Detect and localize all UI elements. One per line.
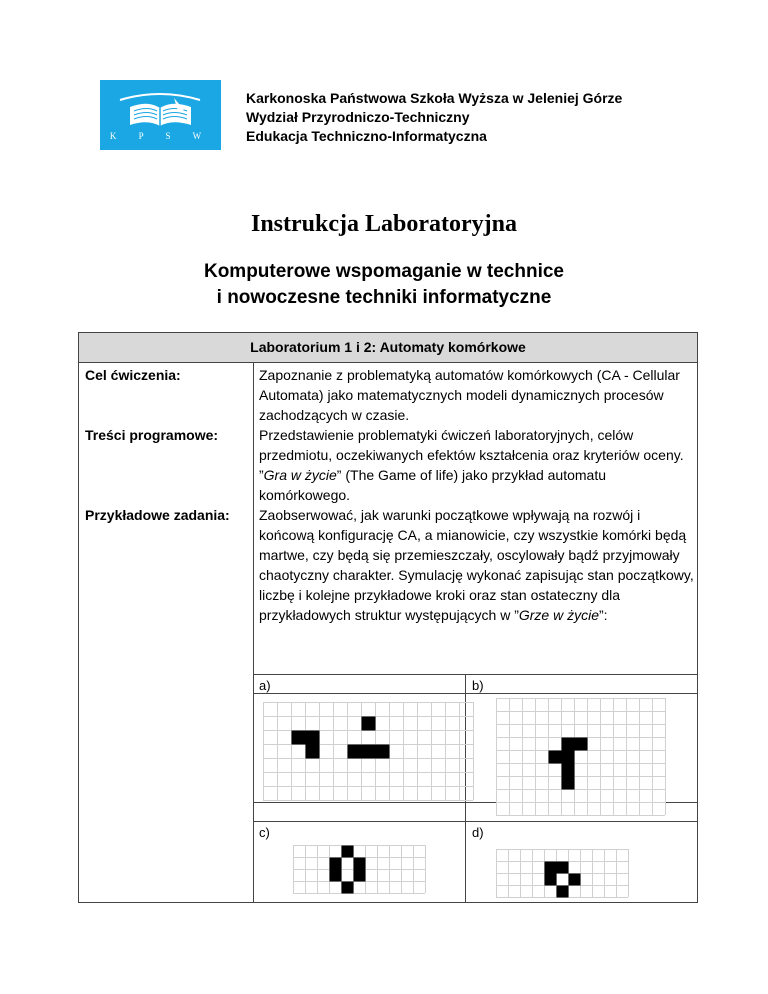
row-content-program: [259, 425, 695, 505]
figure-label: b): [472, 678, 484, 693]
alive-cell: [354, 858, 366, 870]
text-part: ” (The Game of life) jako przykład automatu komórkowego.: [259, 467, 607, 503]
ca-grid-c: [293, 845, 426, 894]
alive-cell: [306, 731, 320, 745]
figure-label: a): [259, 678, 271, 693]
alive-cell: [549, 751, 562, 764]
institution-name: Karkonoska Państwowa Szkoła Wyższa w Jeleniej Górze: [246, 90, 623, 106]
italic-text: Grze w życie: [518, 607, 599, 623]
subject-line: Komputerowe wspomaganie w technice: [203, 261, 565, 282]
alive-cell: [354, 870, 366, 882]
ca-grid-b: [496, 698, 666, 816]
ca-grid-d: [496, 849, 629, 898]
faculty-name: Wydział Przyrodniczo-Techniczny: [246, 109, 470, 125]
institution-block: [246, 89, 622, 146]
row-label-tasks: Przykładowe zadania:: [85, 507, 230, 523]
alive-cell: [545, 874, 557, 886]
lab-info-table: [78, 332, 698, 903]
figure-label: c): [259, 825, 270, 840]
alive-cell: [362, 745, 376, 759]
logo-caption: K P S W: [109, 131, 212, 141]
kpsw-logo: [100, 80, 221, 150]
row-label-goal: Cel ćwiczenia:: [85, 367, 181, 383]
table-header: Laboratorium 1 i 2: Automaty komórkowe: [79, 333, 697, 363]
figure-label: d): [472, 825, 484, 840]
alive-cell: [330, 858, 342, 870]
alive-cell: [569, 874, 581, 886]
alive-cell: [575, 738, 588, 751]
text-part: ”:: [599, 607, 608, 623]
row-content-tasks: [259, 505, 695, 625]
subject-title: [0, 259, 768, 311]
row-content-goal: Zapoznanie z problematyką automatów komórkowych (CA - Cellular Automata) jako matematycznych modeli dynamicznych procesów zachodzących w czasie.: [259, 367, 680, 423]
figure-c: [253, 821, 465, 902]
alive-cell: [362, 717, 376, 731]
document-header: [100, 80, 700, 160]
alive-cell: [557, 862, 569, 874]
alive-cell: [306, 745, 320, 759]
row-label-program: Treści programowe:: [85, 427, 219, 443]
alive-cell: [562, 738, 575, 751]
alive-cell: [342, 882, 354, 894]
figure-d: [466, 821, 697, 902]
alive-cell: [376, 745, 390, 759]
alive-cell: [348, 745, 362, 759]
document-title: Instrukcja Laboratoryjna: [250, 211, 517, 237]
alive-cell: [562, 777, 575, 790]
program-name: Edukacja Techniczno-Informatyczna: [246, 128, 487, 144]
italic-text: Gra w życie: [263, 467, 337, 483]
alive-cell: [562, 764, 575, 777]
alive-cell: [557, 886, 569, 898]
subject-line: i nowoczesne techniki informatyczne: [216, 287, 552, 308]
alive-cell: [330, 870, 342, 882]
ca-grid-a: [263, 702, 474, 801]
text-part: Zaobserwować, jak warunki początkowe wpływają na rozwój i końcową konfigurację CA, a mianowicie, czy wszystkie komórki będą martwe, czy będą się przemieszczały, oscylowały bądź przyjmowały chaotyczny charakter. Symulację wykonać zapisując stan początkowy, liczbę i kolejne przykładowe kroki oraz stan ostateczny dla przykładowych struktur występujących w ”: [259, 507, 694, 623]
alive-cell: [562, 751, 575, 764]
text-part: Przedstawienie problematyki ćwiczeń laboratoryjnych, celów przedmiotu, oczekiwanych efektów kształcenia oraz kryteriów oceny. ”: [259, 427, 684, 483]
figure-grid: [253, 674, 697, 902]
alive-cell: [545, 862, 557, 874]
figure-b: [466, 674, 697, 802]
alive-cell: [292, 731, 306, 745]
alive-cell: [342, 846, 354, 858]
figure-a: [253, 674, 465, 802]
